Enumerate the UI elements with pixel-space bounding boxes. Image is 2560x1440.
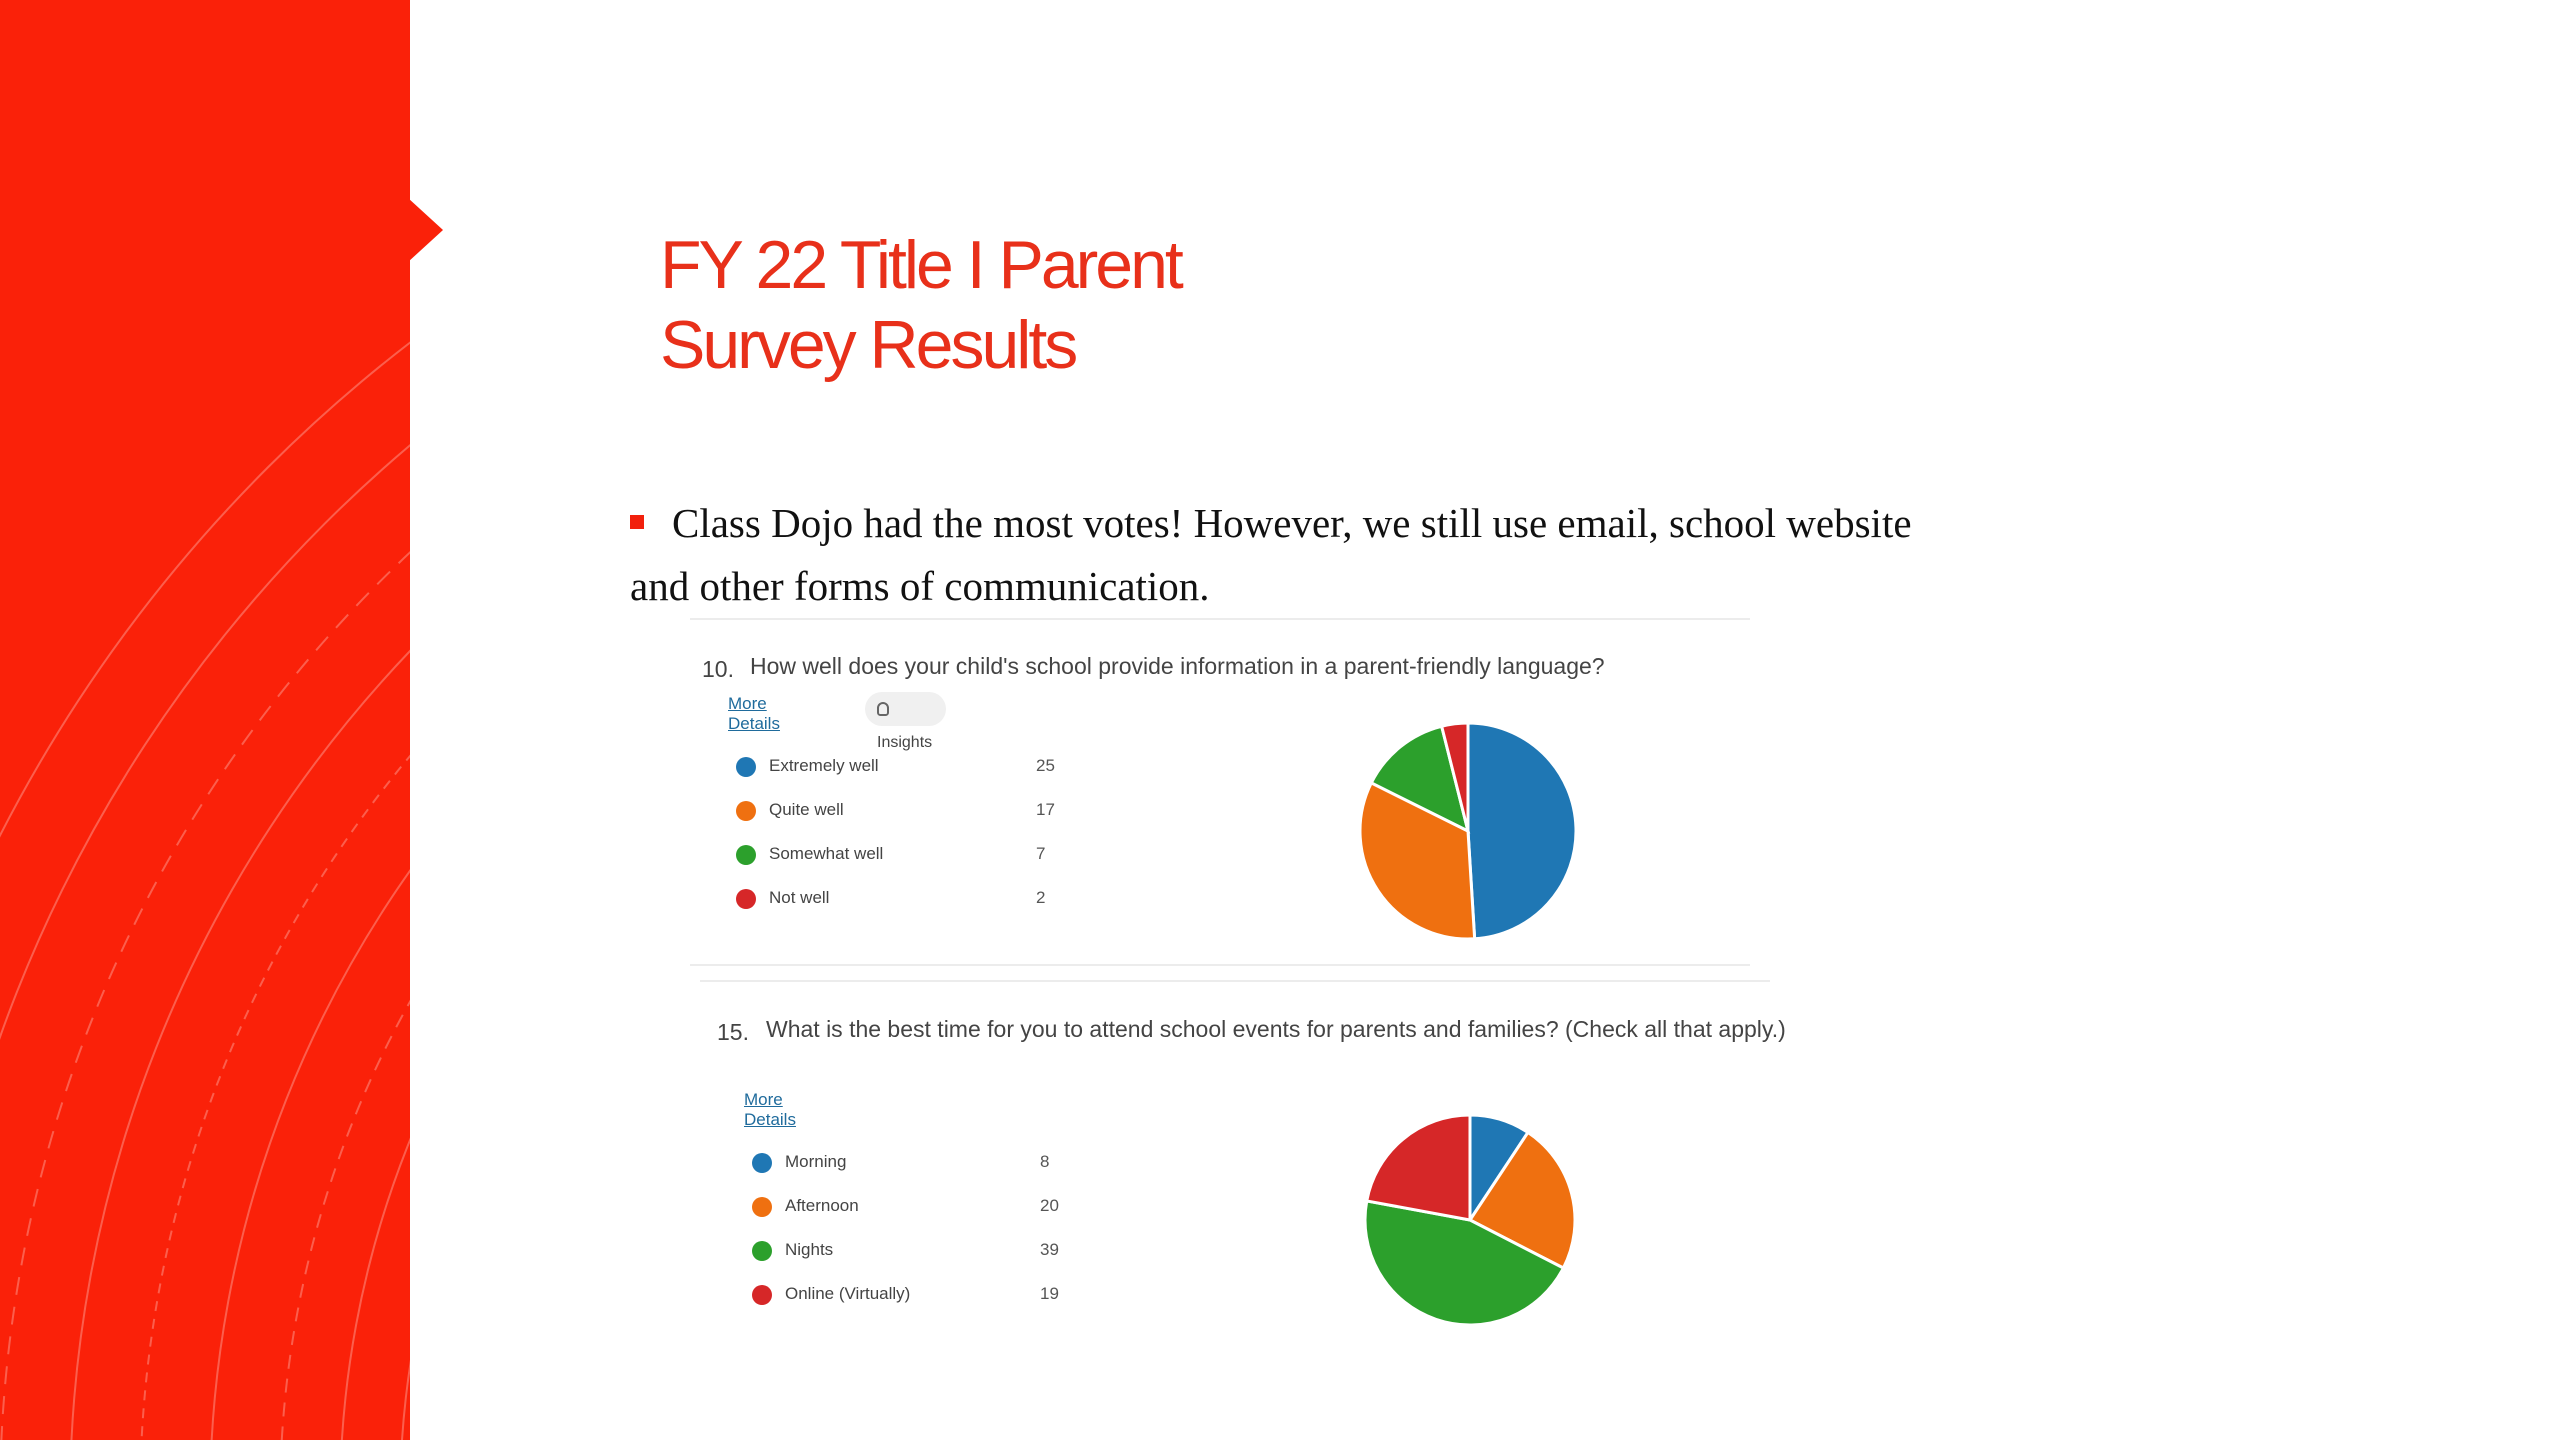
red-band-notch — [408, 198, 443, 262]
decorative-red-band — [0, 0, 410, 1440]
lightbulb-icon — [877, 702, 889, 716]
legend-dot — [736, 757, 756, 777]
question-number: 15. — [717, 1019, 749, 1045]
legend-label: Extremely well — [769, 756, 879, 775]
legend-label: Online (Virtually) — [785, 1284, 911, 1303]
pie-slice-online-virtually — [1367, 1115, 1470, 1220]
pie-chart-15 — [1362, 1112, 1578, 1328]
legend-item — [752, 1277, 1092, 1321]
chart2-legend — [752, 1145, 1092, 1321]
question-text: How well does your child's school provide information in a parent-friendly language? — [750, 653, 1605, 679]
legend-dot — [752, 1241, 772, 1261]
legend-dot — [752, 1285, 772, 1305]
legend-item — [736, 881, 1076, 925]
legend-label: Somewhat well — [769, 844, 884, 863]
legend-item — [736, 749, 1076, 793]
middle-separator-b — [700, 980, 1770, 982]
legend-dot — [736, 889, 756, 909]
more-details-link[interactable]: More Details — [728, 694, 780, 733]
legend-label: Not well — [769, 888, 830, 907]
legend-label: Afternoon — [785, 1196, 859, 1215]
slide-title-line2: Survey Results — [660, 307, 1076, 383]
pie-slice-extremely-well — [1468, 723, 1576, 939]
legend-item — [736, 793, 1076, 837]
legend-dot — [736, 845, 756, 865]
question-text: What is the best time for you to attend school events for parents and families? (Check all that apply.) — [766, 1016, 1786, 1042]
legend-count: 7 — [1036, 844, 1046, 863]
slide-title-line1: FY 22 Title I Parent — [660, 227, 1181, 303]
legend-item — [752, 1145, 1092, 1189]
question-number: 10. — [702, 656, 734, 682]
legend-dot — [752, 1197, 772, 1217]
legend-label: Nights — [785, 1240, 834, 1259]
more-details-link[interactable]: More Details — [744, 1090, 796, 1129]
bullet-text: Class Dojo had the most votes! However, we still use email, school website and other forms of communication. — [630, 500, 1912, 609]
legend-count: 17 — [1036, 800, 1055, 819]
legend-count: 2 — [1036, 888, 1046, 907]
legend-label: Morning — [785, 1152, 847, 1171]
insights-label: Insights — [877, 734, 933, 751]
legend-item — [752, 1233, 1092, 1277]
top-separator — [690, 618, 1750, 620]
legend-count: 20 — [1040, 1196, 1059, 1215]
decorative-arcs — [0, 0, 410, 1440]
chart1-legend — [736, 749, 1076, 925]
pie-chart-10 — [1357, 720, 1579, 942]
legend-count: 8 — [1040, 1152, 1050, 1171]
bullet-square-icon — [630, 515, 644, 529]
legend-dot — [736, 801, 756, 821]
legend-count: 19 — [1040, 1284, 1059, 1303]
bullet-paragraph — [630, 492, 1930, 618]
insights-button[interactable] — [865, 692, 946, 751]
legend-count: 39 — [1040, 1240, 1059, 1259]
legend-item — [736, 837, 1076, 881]
legend-label: Quite well — [769, 800, 844, 819]
legend-count: 25 — [1036, 756, 1055, 775]
legend-item — [752, 1189, 1092, 1233]
legend-dot — [752, 1153, 772, 1173]
middle-separator-a — [690, 964, 1750, 966]
slide-title — [660, 225, 1560, 385]
